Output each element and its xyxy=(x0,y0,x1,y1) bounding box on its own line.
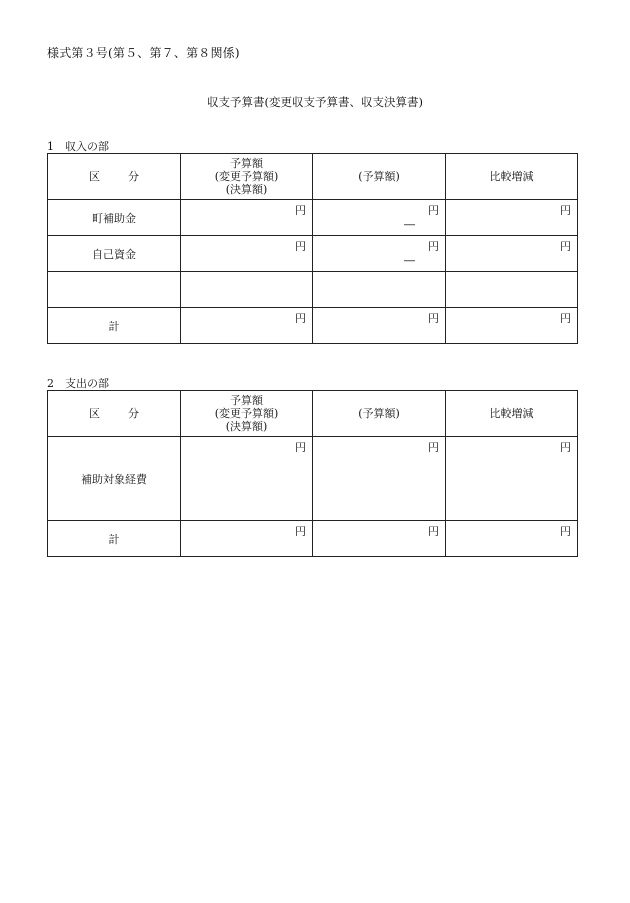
budget-header-line: 予算額 xyxy=(230,157,263,170)
amount-cell[interactable] xyxy=(446,437,578,521)
table-row xyxy=(48,236,578,272)
amount-cell[interactable] xyxy=(181,521,313,557)
row-label: 町補助金 xyxy=(48,200,181,236)
yen-unit: 円 xyxy=(428,240,439,253)
budget-amount-header xyxy=(181,154,313,200)
dash-mark: ― xyxy=(404,254,415,267)
yen-unit: 円 xyxy=(295,312,306,325)
amount-cell[interactable] xyxy=(446,308,578,344)
kubun-char-2: 分 xyxy=(128,407,139,420)
row-label xyxy=(48,272,181,308)
total-row xyxy=(48,521,578,557)
amount-cell[interactable] xyxy=(181,308,313,344)
yen-unit: 円 xyxy=(428,525,439,538)
amount-cell[interactable] xyxy=(181,200,313,236)
yen-unit: 円 xyxy=(428,204,439,217)
yen-unit: 円 xyxy=(560,240,571,253)
amount-cell[interactable] xyxy=(446,521,578,557)
yen-unit: 円 xyxy=(295,525,306,538)
kubun-char-2: 分 xyxy=(128,170,139,183)
total-row xyxy=(48,308,578,344)
yen-unit: 円 xyxy=(428,312,439,325)
amount-cell[interactable] xyxy=(181,437,313,521)
yen-unit: 円 xyxy=(560,441,571,454)
yen-unit: 円 xyxy=(295,441,306,454)
prev-budget-header: (予算額) xyxy=(313,154,446,200)
yen-unit: 円 xyxy=(295,240,306,253)
kubun-char-1: 区 xyxy=(89,170,100,183)
amount-cell[interactable] xyxy=(313,521,446,557)
table-row xyxy=(48,272,578,308)
revised-budget-header-line: (変更予算額) xyxy=(214,170,279,183)
total-label: 計 xyxy=(48,308,181,344)
settlement-header-line: (決算額) xyxy=(225,420,268,433)
prev-budget-header: (予算額) xyxy=(313,391,446,437)
row-label: 自己資金 xyxy=(48,236,181,272)
revised-budget-header-line: (変更予算額) xyxy=(214,407,279,420)
amount-cell[interactable] xyxy=(181,272,313,308)
kubun-header xyxy=(48,154,181,200)
amount-cell[interactable] xyxy=(313,437,446,521)
amount-cell[interactable] xyxy=(313,236,446,272)
comparison-header: 比較増減 xyxy=(446,154,578,200)
yen-unit: 円 xyxy=(560,525,571,538)
budget-header-line: 予算額 xyxy=(230,394,263,407)
amount-cell[interactable] xyxy=(313,272,446,308)
income-section-heading xyxy=(47,138,109,154)
yen-unit: 円 xyxy=(428,441,439,454)
expense-section-number: 2 xyxy=(47,377,54,390)
yen-unit: 円 xyxy=(560,312,571,325)
expense-section-title: 支出の部 xyxy=(65,377,109,390)
amount-cell[interactable] xyxy=(446,272,578,308)
kubun-header xyxy=(48,391,181,437)
settlement-header-line: (決算額) xyxy=(225,183,268,196)
total-label: 計 xyxy=(48,521,181,557)
expense-section-heading xyxy=(47,375,109,391)
kubun-char-1: 区 xyxy=(89,407,100,420)
row-label: 補助対象経費 xyxy=(48,437,181,521)
table-header-row xyxy=(48,391,578,437)
table-row xyxy=(48,200,578,236)
table-header-row xyxy=(48,154,578,200)
comparison-header: 比較増減 xyxy=(446,391,578,437)
income-section-title: 収入の部 xyxy=(65,140,109,153)
amount-cell[interactable] xyxy=(446,236,578,272)
document-title: 収支予算書(変更収支予算書、収支決算書) xyxy=(207,95,423,109)
budget-amount-header xyxy=(181,391,313,437)
income-table xyxy=(47,153,578,344)
yen-unit: 円 xyxy=(560,204,571,217)
amount-cell[interactable] xyxy=(181,236,313,272)
yen-unit: 円 xyxy=(295,204,306,217)
expense-table xyxy=(47,390,578,557)
amount-cell[interactable] xyxy=(446,200,578,236)
dash-mark: ― xyxy=(404,218,415,231)
amount-cell[interactable] xyxy=(313,308,446,344)
amount-cell[interactable] xyxy=(313,200,446,236)
form-number: 様式第３号(第５、第７、第８関係) xyxy=(47,46,240,60)
table-row xyxy=(48,437,578,521)
income-section-number: 1 xyxy=(47,140,54,153)
